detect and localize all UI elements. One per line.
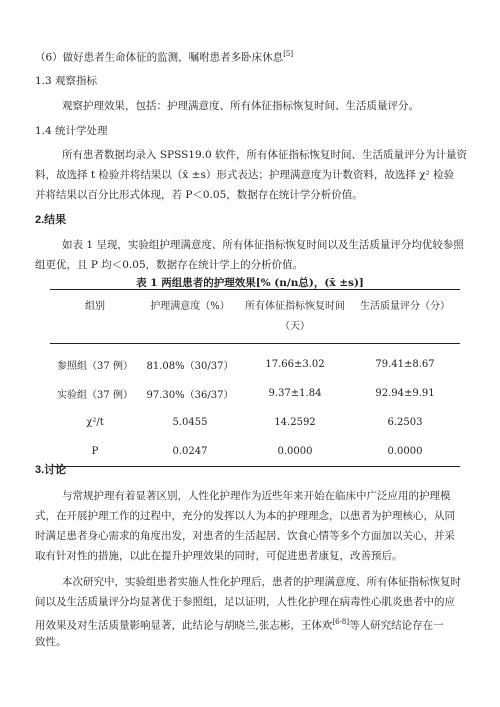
table-cell: P [50, 437, 140, 467]
table-row [50, 379, 460, 408]
paragraph-line: 时满足患者身心需求的角度出发，对患者的生活起居、饮食心情等多个方面加以关心，并采 [35, 530, 455, 542]
table-header-cell: 生活质量评分（分） [350, 290, 460, 344]
table-row [50, 408, 460, 437]
table-cell: χ²/t [86, 417, 104, 428]
table-caption: 表 1 两组患者的护理效果[% (n/n总)，(x̄ ±s)] [136, 277, 364, 289]
table-cell: 0.0247 [140, 437, 240, 467]
paragraph-line: 并将结果以百分比形式体现，若 P＜0.05，数据存在统计学分析价值。 [35, 189, 363, 201]
section-heading-discussion: 3.讨论 [35, 464, 67, 476]
paragraph-line: 如表 1 呈现，实验组护理满意度、所有体征指标恢复时间以及生活质量评分均优较参照 [62, 239, 464, 251]
table-cell: 97.30%（36/37） [146, 390, 234, 401]
paragraph-line: （6）做好患者生命体征的监测，嘱咐患者多卧床休息[5] [35, 50, 294, 64]
table-cell: 9.37±1.84 [268, 388, 322, 399]
paragraph-line: 间以及生活质量评分均显著优于参照组，足以证明，人性化护理在病毒性心肌炎患者中的应 [35, 596, 455, 608]
section-heading-results: 2.结果 [35, 214, 67, 226]
table-cell: 参照组（37 例） [57, 361, 133, 372]
paragraph-line: 与常规护理有着显著区别，人性化护理作为近些年来开始在临床中广泛应用的护理模 [62, 490, 451, 502]
paragraph-line: 用效果及对生活质量影响显著，此结论与胡晓兰,张志彬，王体欢[6-8]等人研究结论存在一 [35, 618, 444, 632]
section-heading-1-4: 1.4 统计学处理 [35, 125, 108, 137]
table-cell: 92.94±9.91 [375, 388, 435, 399]
citation-ref: [6-8] [332, 618, 350, 626]
table-row [50, 344, 460, 380]
table-row [50, 437, 460, 467]
table-cell: 0.0000 [350, 437, 460, 467]
paragraph-line: 式，在开展护理工作的过程中，充分的发挥以人为本的护理理念，以患者为护理核心，从同 [35, 510, 455, 522]
table-cell: 5.0455 [172, 417, 208, 428]
table-cell: 实验组（37 例） [57, 390, 133, 401]
section-heading-1-3: 1.3 观察指标 [35, 75, 98, 87]
paragraph-line: 观察护理效果，包括：护理满意度、所有体征指标恢复时间、生活质量评分。 [62, 100, 419, 112]
table-header-row [50, 290, 460, 344]
results-table [50, 289, 460, 467]
table-cell: 6.2503 [387, 417, 423, 428]
table-cell: 79.41±8.67 [375, 359, 435, 370]
table-cell: 14.2592 [274, 417, 316, 428]
table-cell: 81.08%（30/37） [146, 361, 234, 372]
paragraph-line: 所有患者数据均录入 SPSS19.0 软件，所有体征指标恢复时间、生活质量评分为计量资 [62, 149, 468, 161]
paragraph-line: 取有针对性的措施，以此在提升护理效果的同时，可促进患者康复，改善预后。 [35, 550, 403, 562]
table-header-cell: 所有体征指标恢复时间（天） [240, 290, 350, 344]
paragraph-line: 致性。 [35, 636, 67, 648]
paragraph-line: 本次研究中，实验组患者实施人性化护理后，患者的护理满意度、所有体征指标恢复时 [62, 576, 461, 588]
paragraph-line: 料，故选择 t 检验并将结果以（x̄ ±s）形式表达；护理满意度为计数资料，故选择 χ² 检验 [35, 169, 455, 181]
table-cell: 17.66±3.02 [265, 359, 325, 370]
table-header-cell: 组别 [50, 290, 140, 344]
table-cell: 0.0000 [240, 437, 350, 467]
citation-ref: [5] [283, 50, 294, 58]
table-header-cell: 护理满意度（%） [140, 290, 240, 344]
paragraph-line: 组更优，且 P 均＜0.05，数据存在统计学上的分析价值。 [35, 259, 304, 271]
